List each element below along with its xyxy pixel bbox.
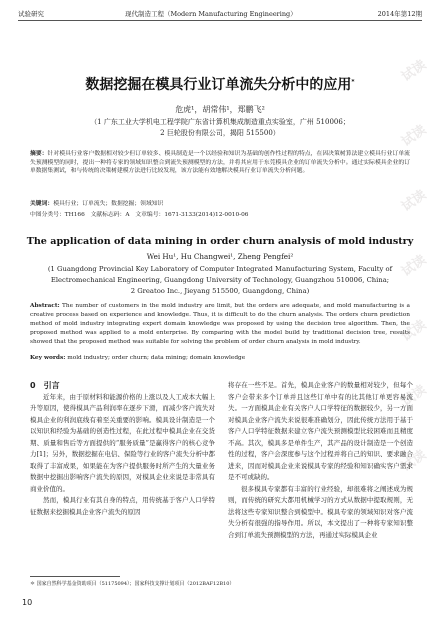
english-keywords-text: mold industry; order churn; data mining; domain knowledge: [67, 355, 246, 361]
body-right-column: [228, 380, 413, 541]
chinese-abstract-text: 针对模具行业客户数据相对较少但订单较多、模具制造是一个以经验和知识为基础的创作性过程的特点，在因决策树算法建立模具行业订单流失预测模型的同时，提出一种将专家的领域知识整合到流失预测模型的方法，并将其应用于东莞模具企业的订单流失分析中。通过实际模具企业的订单数据集测试，和与传统的决策树建模方法进行比较发现，该方法能有效地解决模具行业订单流失分析问题。: [30, 151, 410, 175]
english-affiliations: [40, 264, 400, 296]
watermark: 试读: [399, 187, 430, 215]
watermark: 试读: [399, 447, 430, 475]
chinese-affiliation-1: （1 广东工业大学机电工程学院广东省计算机集成制造重点实验室，广州 510006；: [90, 118, 350, 126]
chinese-affiliation-2: 2 巨轮股份有限公司，揭阳 515500）: [160, 129, 280, 137]
english-title: The application of data mining in order churn analysis of mold industry: [26, 236, 414, 247]
header-right: 2014年第12期: [377, 9, 422, 18]
chinese-keywords: [30, 200, 410, 209]
header-left: 试验研究: [18, 9, 44, 18]
body-paragraph: 很多模具专家都有丰富的行业经验，却很难将之阐述成为规则，而传统的研究大都用机械学习的方式从数据中提取规则，无法将这些专家知识整合到模型中。模具专家的领域知识对客户流失分析有很强的指导作用。所以，本文提出了一种将专家知识整合到订单流失预测模型的方法，再通过实际模具企业: [228, 484, 413, 539]
footnote: ＊ 国家自然科学基金资助项目（51175094）；国家科技支撑计划项目（2012BAF12B10）: [30, 581, 235, 587]
header-rule: [18, 20, 422, 21]
chinese-authors: 危虎¹，胡常伟¹，郑鹏飞²: [175, 105, 265, 114]
chinese-abstract: [30, 150, 410, 176]
title-footnote-mark: *: [351, 78, 355, 86]
watermark: 试读: [399, 57, 430, 85]
english-affiliation-2: 2 Greatoo Inc., Jieyang 515500, Guangdong, China): [130, 286, 310, 295]
footnote-rule: [30, 576, 120, 577]
page-number: 10: [22, 598, 33, 607]
watermark: 试读: [399, 252, 430, 280]
chinese-affiliations: [40, 117, 400, 139]
english-abstract-label: Abstract:: [30, 303, 60, 309]
english-abstract: [30, 302, 410, 347]
watermark: 试读: [399, 317, 430, 345]
english-keywords-label: Key words:: [30, 355, 66, 361]
body-paragraph: 近年来，由于原材料和能源价格的上涨以及人工成本大幅上升等原因，使得模具产品利润率在逐步下滑，而减少客户流失对模具企业的利润底线有着至关重要的影响。模具设计制造是一个以知识和经验为基础的创造性过程，在此过程中模具企业在交货期、质量和售后等方面提供的“服务质量”是赢得客户的核心竞争力[1]；另外，数据挖掘在电信、保险等行业的客户流失分析中都取得了丰富成果，如果能在为客户提供服务时所产生的大量业务数据中挖掘出影响客户流失的原因，对模具企业来说是非常具有商业价值的。: [30, 392, 215, 493]
english-authors: Wei Hu¹, Hu Changwei¹, Zheng Pengfei²: [146, 252, 294, 261]
chinese-title-text: 数据挖掘在模具行业订单流失分析中的应用: [85, 77, 352, 93]
section-heading: 0 引言: [30, 381, 60, 390]
body-left-column: [30, 380, 215, 518]
body-paragraph: 然而，模具行业有其自身的特点，用传统基于客户人口学特征数据来挖掘模具企业客户流失的原因: [30, 496, 215, 516]
english-keywords: [30, 355, 410, 361]
chinese-keywords-text: 模具行业；订单流失；数据挖掘；领域知识: [53, 201, 164, 207]
english-affiliation-1: (1 Guangdong Provincial Key Laboratory of Computer Integrated Manufacturing System, Faculty of Electromechanical Engineering, Guangdong University of Technology, Guangzhou 510006, China;: [47, 265, 393, 284]
classification-meta: 中图分类号：TH166 文献标志码：A 文章编号：1671-3133(2014)12-0010-06: [30, 212, 249, 218]
chinese-title: [20, 74, 420, 94]
running-header: [18, 6, 422, 20]
chinese-keywords-label: 关键词：: [30, 201, 54, 207]
body-paragraph: 将存在一些不足。首先，模具企业客户的数量相对较少，但每个客户会带来多个订单并且这些订单中有的比其他订单更容易流失。一方面模具企业有关客户人口学特征的数据较少，另一方面对模具企业客户流失来说很难准确划分，因此传统方法用于基于客户人口学特征数据来建立客户流失预测模型比较困难而且精度不高。其次，模具多是单件生产，其产品的设计制造是一个创造性的过程，客户会深度参与这个过程并将自己的知识、要求融合进来，因而对模具企业来说模具专家的经验和知识确实客户需求是不可或缺的。: [228, 381, 413, 481]
watermark: 试读: [399, 382, 430, 410]
header-center: 现代制造工程（Modern Manufacturing Engineering）: [124, 9, 297, 18]
english-abstract-text: The number of customers in the mold industry are limit, but the orders are adequate, and mold manufacturing is a creative process based on experience and knowledge. Thus, it is difficult to do the churn analysis. The orders churn prediction method of mold industry integrating expert domain knowledge was proposed by using the decision tree algorithm. Then, the proposed method was applied to a mold enterprise. By comparing with the model build by traditional decision tree, results showed that the proposed method was suitable for solving the problem of order churn analysis in mold industry.: [30, 303, 410, 345]
watermark: 试读: [399, 122, 430, 150]
chinese-abstract-label: 摘要：: [30, 151, 48, 157]
